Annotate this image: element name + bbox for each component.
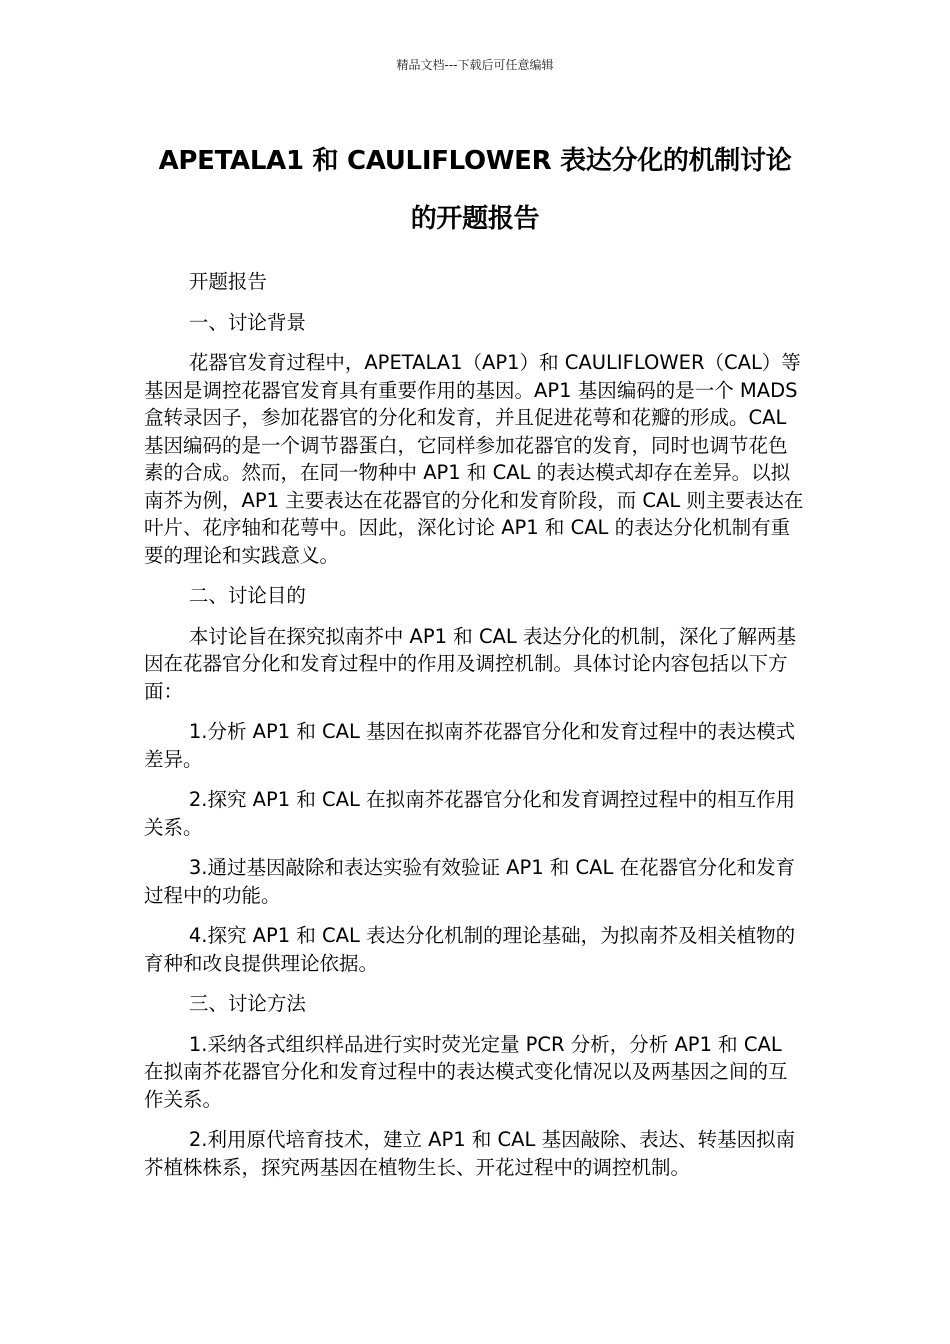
- report-label: 开题报告: [188, 270, 267, 293]
- background-paragraph: 花器官发育过程中，APETALA1（AP1）和 CAULIFLOWER（CAL）等基因是调控花器官发育具有重要作用的基因。AP1 基因编码的是一个 MADS 盒转录因子，参加花器官的分化和发育，并且促进花萼和花瓣的形成。CAL 基因编码的是一个调节器蛋白，它同样参加花器官的发育，同时也调节花色素的合成。然而，在同一物种中 AP1 和 CAL 的表达模式却存在差异。以拟南芥为例，AP1 主要表达在花器官的分化和发育阶段，而 CAL 则主要表达在叶片、花序轴和花萼中。因此，深化讨论 AP1 和 CAL 的表达分化机制有重要的理论和实践意义。: [144, 351, 804, 567]
- section-heading-methods: 三、讨论方法: [188, 992, 306, 1015]
- method-item-1: 1.采纳各式组织样品进行实时荧光定量 PCR 分析，分析 AP1 和 CAL 在拟南芥花器官分化和发育过程中的表达模式变化情况以及两基因之间的互作关系。: [144, 1032, 788, 1111]
- document-body: [144, 268, 806, 1194]
- purpose-item-1: 1.分析 AP1 和 CAL 基因在拟南芥花器官分化和发育过程中的表达模式差异。: [144, 720, 796, 771]
- page-header: 精品文档---下载后可任意编辑: [396, 58, 554, 72]
- purpose-item-3: 3.通过基因敲除和表达实验有效验证 AP1 和 CAL 在花器官分化和发育过程中的功能。: [144, 856, 796, 907]
- section-heading-purpose: 二、讨论目的: [188, 584, 306, 607]
- purpose-paragraph: 本讨论旨在探究拟南芥中 AP1 和 CAL 表达分化的机制，深化了解两基因在花器官分化和发育过程中的作用及调控机制。具体讨论内容包括以下方面：: [144, 624, 796, 703]
- title-line-1: APETALA1 和 CAULIFLOWER 表达分化的机制讨论: [158, 146, 792, 176]
- purpose-item-4: 4.探究 AP1 和 CAL 表达分化机制的理论基础，为拟南芥及相关植物的育种和改良提供理论依据。: [144, 924, 796, 975]
- section-heading-background: 一、讨论背景: [188, 310, 306, 334]
- document-title: [120, 132, 830, 248]
- purpose-item-2: 2.探究 AP1 和 CAL 在拟南芥花器官分化和发育调控过程中的相互作用关系。: [144, 788, 796, 839]
- title-line-2: 的开题报告: [410, 204, 540, 234]
- method-item-2: 2.利用原代培育技术，建立 AP1 和 CAL 基因敲除、表达、转基因拟南芥植株株系，探究两基因在植物生长、开花过程中的调控机制。: [144, 1128, 796, 1179]
